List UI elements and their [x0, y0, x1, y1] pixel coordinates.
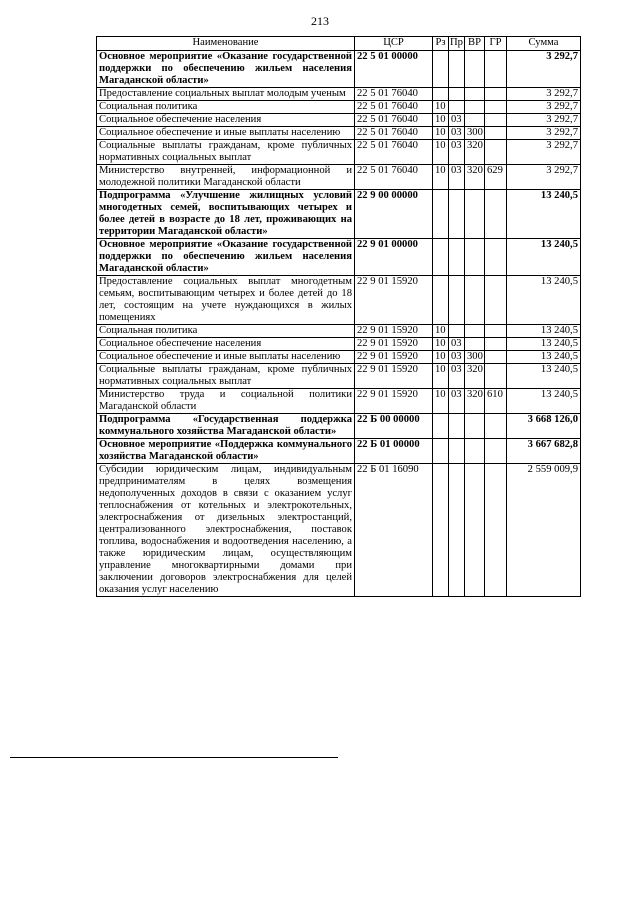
table-row	[97, 88, 581, 101]
table-row	[97, 51, 581, 88]
cell-pr: 03	[449, 165, 465, 190]
cell-sum: 3 292,7	[507, 88, 581, 101]
table-row	[97, 276, 581, 325]
cell-vr	[465, 239, 485, 276]
cell-gr	[485, 439, 507, 464]
header-gr: ГР	[485, 37, 507, 51]
cell-csr: 22 9 01 15920	[355, 364, 433, 389]
cell-gr	[485, 239, 507, 276]
cell-rz	[433, 439, 449, 464]
cell-rz: 10	[433, 127, 449, 140]
cell-pr: 03	[449, 140, 465, 165]
cell-name: Субсидии юридическим лицам, индивидуальным предпринимателям в целях возмещения недополученных доходов в связи с оказанием услуг теплоснабжения от котельных и электрокотельных, электроснабжения от дизельных электростанций, централизованного электроснабжения, поставок топлива, водоснабжения и водоотведения населению, а также юридическим лицам, осуществляющим управление многоквартирными домами при заключении договоров электроснабжения для целей оказания услуг населению	[97, 464, 355, 597]
cell-sum: 13 240,5	[507, 276, 581, 325]
table-row	[97, 439, 581, 464]
cell-rz: 10	[433, 338, 449, 351]
cell-sum: 3 667 682,8	[507, 439, 581, 464]
cell-gr	[485, 127, 507, 140]
cell-pr	[449, 101, 465, 114]
cell-sum: 2 559 009,9	[507, 464, 581, 597]
table-row	[97, 364, 581, 389]
cell-gr	[485, 88, 507, 101]
cell-pr	[449, 190, 465, 239]
cell-gr	[485, 351, 507, 364]
cell-vr	[465, 88, 485, 101]
cell-sum: 3 668 126,0	[507, 414, 581, 439]
cell-rz: 10	[433, 114, 449, 127]
cell-vr: 300	[465, 127, 485, 140]
cell-vr: 320	[465, 140, 485, 165]
cell-rz: 10	[433, 325, 449, 338]
table-row	[97, 338, 581, 351]
table-row	[97, 414, 581, 439]
cell-csr: 22 5 01 76040	[355, 88, 433, 101]
cell-gr	[485, 190, 507, 239]
table-row	[97, 325, 581, 338]
cell-name: Подпрограмма «Государственная поддержка коммунального хозяйства Магаданской области»	[97, 414, 355, 439]
cell-pr	[449, 414, 465, 439]
cell-sum: 3 292,7	[507, 101, 581, 114]
cell-pr	[449, 88, 465, 101]
cell-gr	[485, 101, 507, 114]
table-row	[97, 101, 581, 114]
cell-name: Социальные выплаты гражданам, кроме публичных нормативных социальных выплат	[97, 364, 355, 389]
cell-pr	[449, 239, 465, 276]
cell-name: Подпрограмма «Улучшение жилищных условий многодетных семей, воспитывающих четырех и более детей в возрасте до 18 лет, проживающих на территории Магаданской области»	[97, 190, 355, 239]
cell-sum: 3 292,7	[507, 127, 581, 140]
cell-pr	[449, 325, 465, 338]
table-row	[97, 464, 581, 597]
table-row	[97, 239, 581, 276]
cell-sum: 3 292,7	[507, 51, 581, 88]
cell-vr	[465, 464, 485, 597]
table-row	[97, 190, 581, 239]
cell-sum: 3 292,7	[507, 165, 581, 190]
cell-name: Социальное обеспечение населения	[97, 338, 355, 351]
cell-sum: 13 240,5	[507, 325, 581, 338]
cell-pr: 03	[449, 389, 465, 414]
cell-vr: 300	[465, 351, 485, 364]
header-sum: Сумма	[507, 37, 581, 51]
budget-table	[96, 36, 581, 597]
cell-csr: 22 Б 01 16090	[355, 464, 433, 597]
footnote-rule	[10, 757, 338, 758]
cell-rz: 10	[433, 364, 449, 389]
cell-gr: 610	[485, 389, 507, 414]
cell-name: Основное мероприятие «Оказание государственной поддержки по обеспечению жильем населения Магаданской области»	[97, 51, 355, 88]
cell-gr	[485, 338, 507, 351]
cell-gr	[485, 140, 507, 165]
cell-gr	[485, 276, 507, 325]
cell-sum: 13 240,5	[507, 389, 581, 414]
cell-name: Социальное обеспечение и иные выплаты населению	[97, 351, 355, 364]
header-vr: ВР	[465, 37, 485, 51]
cell-rz: 10	[433, 389, 449, 414]
cell-name: Социальная политика	[97, 325, 355, 338]
cell-csr: 22 9 01 15920	[355, 389, 433, 414]
cell-vr	[465, 414, 485, 439]
cell-vr	[465, 338, 485, 351]
cell-name: Социальная политика	[97, 101, 355, 114]
cell-name: Основное мероприятие «Поддержка коммунального хозяйства Магаданской области»	[97, 439, 355, 464]
cell-csr: 22 9 01 00000	[355, 239, 433, 276]
cell-csr: 22 9 01 15920	[355, 276, 433, 325]
cell-pr	[449, 464, 465, 597]
cell-csr: 22 5 01 76040	[355, 114, 433, 127]
table-row	[97, 114, 581, 127]
cell-name: Социальное обеспечение и иные выплаты населению	[97, 127, 355, 140]
cell-name: Предоставление социальных выплат многодетным семьям, воспитывающим четырех и более детей до 18 лет, состоящим на учете нуждающихся в жилых помещениях	[97, 276, 355, 325]
cell-pr: 03	[449, 351, 465, 364]
cell-gr	[485, 364, 507, 389]
page-number: 213	[311, 14, 329, 28]
table-row	[97, 165, 581, 190]
cell-vr: 320	[465, 364, 485, 389]
cell-csr: 22 5 01 76040	[355, 127, 433, 140]
cell-gr	[485, 51, 507, 88]
cell-csr: 22 9 00 00000	[355, 190, 433, 239]
cell-name: Министерство внутренней, информационной и молодежной политики Магаданской области	[97, 165, 355, 190]
cell-name: Социальные выплаты гражданам, кроме публичных нормативных социальных выплат	[97, 140, 355, 165]
cell-csr: 22 Б 01 00000	[355, 439, 433, 464]
cell-csr: 22 5 01 76040	[355, 140, 433, 165]
cell-vr	[465, 114, 485, 127]
cell-name: Предоставление социальных выплат молодым ученым	[97, 88, 355, 101]
cell-sum: 13 240,5	[507, 239, 581, 276]
cell-csr: 22 9 01 15920	[355, 325, 433, 338]
cell-vr: 320	[465, 389, 485, 414]
cell-sum: 13 240,5	[507, 351, 581, 364]
cell-name: Социальное обеспечение населения	[97, 114, 355, 127]
cell-rz	[433, 414, 449, 439]
cell-rz	[433, 464, 449, 597]
cell-pr	[449, 439, 465, 464]
cell-gr: 629	[485, 165, 507, 190]
cell-gr	[485, 325, 507, 338]
cell-sum: 13 240,5	[507, 364, 581, 389]
cell-rz	[433, 276, 449, 325]
cell-vr	[465, 325, 485, 338]
table-row	[97, 140, 581, 165]
cell-rz	[433, 190, 449, 239]
table-body	[97, 51, 581, 597]
cell-sum: 13 240,5	[507, 338, 581, 351]
cell-rz: 10	[433, 165, 449, 190]
cell-rz	[433, 88, 449, 101]
table-row	[97, 127, 581, 140]
cell-sum: 3 292,7	[507, 114, 581, 127]
cell-gr	[485, 414, 507, 439]
cell-csr: 22 9 01 15920	[355, 351, 433, 364]
cell-vr	[465, 190, 485, 239]
header-pr: Пр	[449, 37, 465, 51]
table-row	[97, 389, 581, 414]
cell-pr: 03	[449, 364, 465, 389]
cell-gr	[485, 464, 507, 597]
cell-csr: 22 5 01 76040	[355, 101, 433, 114]
table-header-row	[97, 37, 581, 51]
cell-vr	[465, 439, 485, 464]
cell-csr: 22 Б 00 00000	[355, 414, 433, 439]
cell-rz: 10	[433, 101, 449, 114]
cell-pr	[449, 276, 465, 325]
cell-sum: 3 292,7	[507, 140, 581, 165]
cell-sum: 13 240,5	[507, 190, 581, 239]
cell-vr	[465, 276, 485, 325]
cell-vr	[465, 51, 485, 88]
cell-name: Министерство труда и социальной политики Магаданской области	[97, 389, 355, 414]
cell-pr: 03	[449, 127, 465, 140]
cell-vr: 320	[465, 165, 485, 190]
cell-name: Основное мероприятие «Оказание государственной поддержки по обеспечению жильем населения Магаданской области»	[97, 239, 355, 276]
cell-csr: 22 5 01 76040	[355, 165, 433, 190]
cell-pr	[449, 51, 465, 88]
header-rz: Рз	[433, 37, 449, 51]
cell-csr: 22 5 01 00000	[355, 51, 433, 88]
cell-rz	[433, 239, 449, 276]
header-name: Наименование	[97, 37, 355, 51]
cell-rz: 10	[433, 140, 449, 165]
cell-pr: 03	[449, 114, 465, 127]
cell-pr: 03	[449, 338, 465, 351]
cell-rz: 10	[433, 351, 449, 364]
cell-csr: 22 9 01 15920	[355, 338, 433, 351]
table-row	[97, 351, 581, 364]
header-csr: ЦСР	[355, 37, 433, 51]
cell-gr	[485, 114, 507, 127]
cell-rz	[433, 51, 449, 88]
cell-vr	[465, 101, 485, 114]
